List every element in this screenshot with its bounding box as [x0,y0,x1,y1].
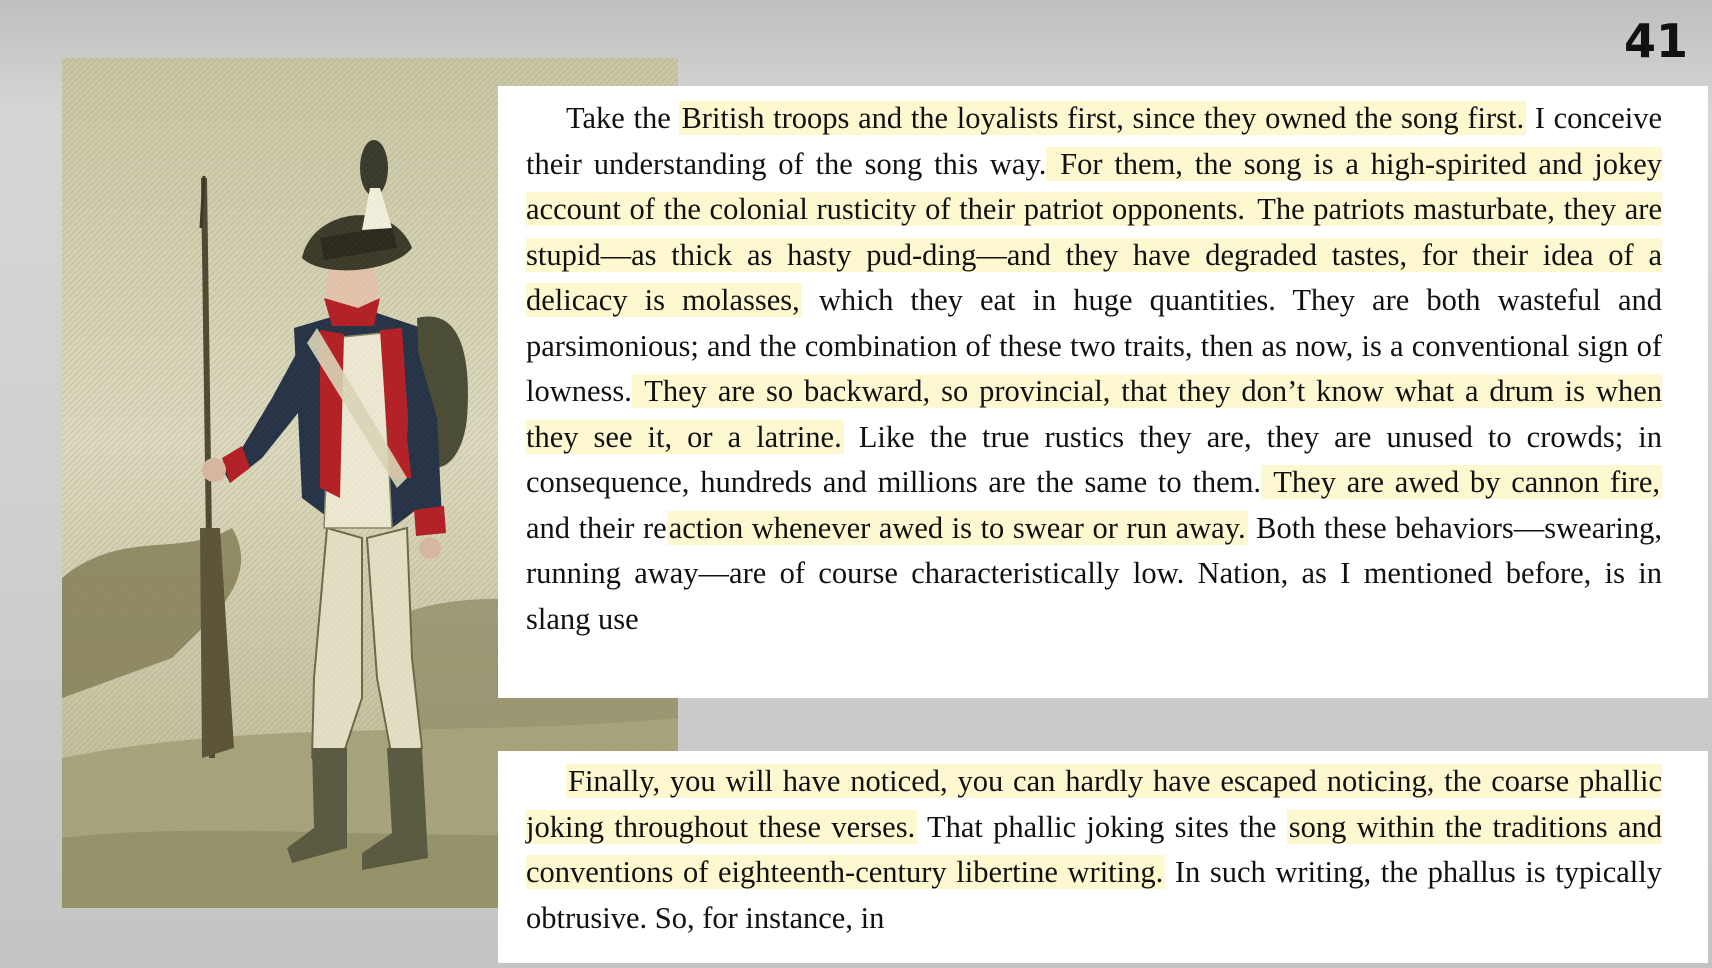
text-segment: That phallic joking sites the [917,809,1287,844]
highlighted-text: For them, the song is a high-spirited and jokey account of the colonial rusticity of their patriot opponents. [526,146,1662,226]
text-segment: Take the [566,101,680,135]
paragraph-british-troops [526,96,1662,642]
text-segment: Both these behaviors—swearing, running away—are of course characteristically low. Nation, as I mentioned before, is in slang use [526,510,1662,636]
highlighted-text: song within the traditions and conventions of eighteenth-century libertine writing. [526,809,1662,889]
highlighted-text: British troops and the loyalists first, since they owned the song first. [681,101,1525,135]
text-segment: and their re [526,510,667,545]
highlighted-text: The patriots masturbate, they are stupid—as thick as hasty pud-ding—and they have degraded tastes, for their idea of a delicacy is molasses, [526,192,1662,317]
highlighted-text: They are so backward, so provincial, that they don’t know what a drum is when they see it, or a latrine. [526,374,1662,454]
slide-number: 41 [1623,14,1688,68]
text-segment: which they eat in huge quantities. They are both wasteful and parsimonious; and the combination of these two traits, then as now, is a conventional sign of lowness. [526,283,1662,408]
text-segment: In such writing, the phallus is typically obtrusive. So, for instance, in [526,855,1662,935]
text-excerpt-top [498,86,1708,698]
text-excerpt-bottom [498,751,1708,963]
text-segment: Like the true rustics they are, they are unused to crowds; in consequence, hundreds and millions are the same to them. [526,419,1662,499]
text-segment: I conceive their understanding of the song this way. [526,101,1662,181]
highlighted-text: Finally, you will have noticed, you can hardly have escaped noticing, the coarse phallic joking throughout these verses. [526,764,1662,844]
highlighted-text: action whenever awed is to swear or run away. [668,510,1246,545]
highlighted-text: They are awed by cannon fire, [1263,465,1661,499]
paragraph-phallic-joking [526,759,1662,941]
cut-off-next-line [524,690,1684,698]
